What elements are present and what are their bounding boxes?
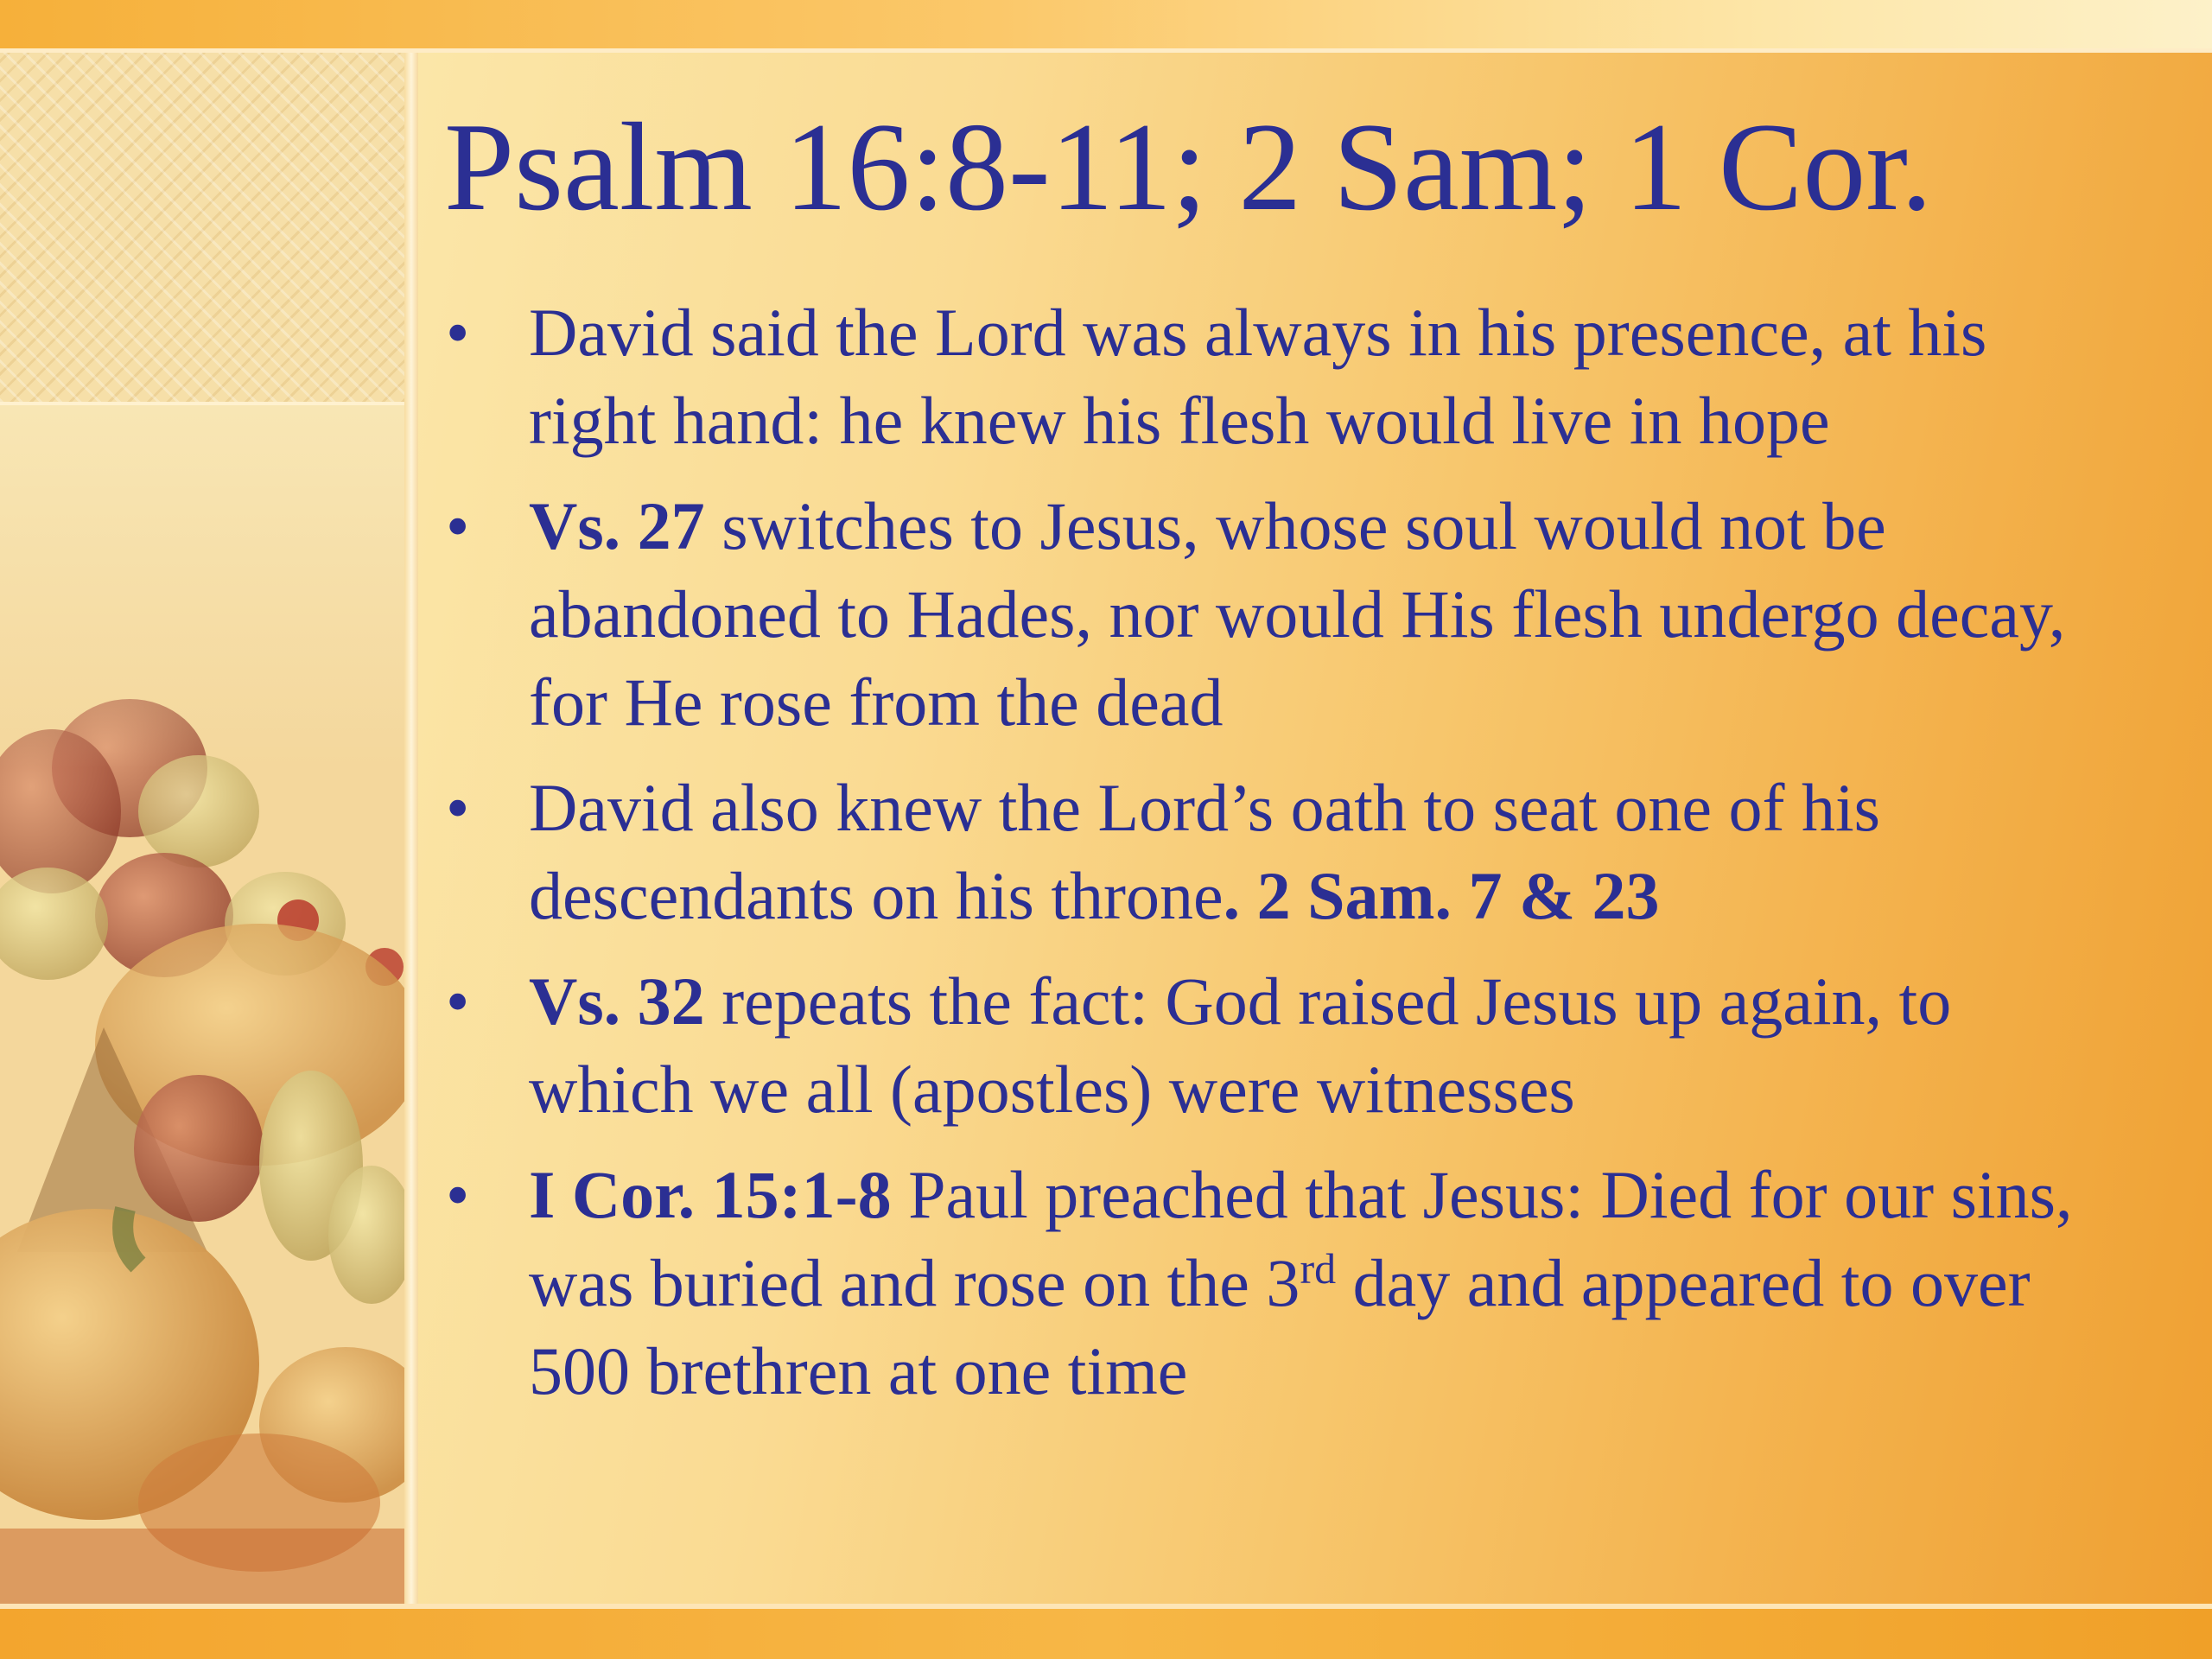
bullet-item-1 — [442, 289, 2084, 465]
bullet-item-4 — [442, 957, 2084, 1134]
bullet-icon: • — [446, 295, 470, 370]
bullet-reference: Vs. 32 — [529, 963, 705, 1039]
harvest-illustration — [0, 405, 404, 1604]
left-pattern-panel — [0, 53, 404, 402]
bullet-item-5 — [442, 1151, 2084, 1415]
bottom-band — [0, 1609, 2212, 1659]
bullet-icon: • — [446, 488, 470, 563]
bullet-item-2 — [442, 482, 2084, 747]
top-band — [0, 0, 2212, 48]
superscript-ordinal: rd — [1300, 1244, 1337, 1293]
vertical-divider — [404, 53, 418, 1604]
bullet-reference: Vs. 27 — [529, 488, 705, 563]
bullet-text: repeats the fact: God raised Jesus up again, to which we all (apostles) were witnesses — [529, 963, 1952, 1127]
bullet-item-3 — [442, 764, 2084, 940]
bullet-icon: • — [446, 1157, 470, 1232]
bullet-icon: • — [446, 770, 470, 845]
bullet-list — [442, 289, 2084, 1433]
bullet-icon: • — [446, 963, 470, 1039]
bullet-reference: . 2 Sam. 7 & 23 — [1223, 858, 1660, 933]
bullet-text: David also knew the Lord’s oath to seat one of his descendants on his throne — [529, 770, 1880, 933]
bullet-text: switches to Jesus, whose soul would not be abandoned to Hades, nor would His flesh undergo decay, for He rose from the dead — [529, 488, 2066, 740]
bullet-reference: I Cor. 15:1-8 — [529, 1157, 892, 1232]
autumn-harvest-image — [0, 405, 404, 1604]
bullet-text: Paul preached that Jesus: Died for our sins, was buried and rose on the 3 — [529, 1157, 2073, 1320]
bullet-text-continued: day and appeared to over 500 brethren at one time — [529, 1245, 2031, 1408]
bullet-text: David said the Lord was always in his presence, at his right hand: he knew his flesh would live in hope — [529, 295, 1987, 458]
slide-title: Psalm 16:8-11; 2 Sam; 1 Cor. — [444, 97, 1933, 237]
